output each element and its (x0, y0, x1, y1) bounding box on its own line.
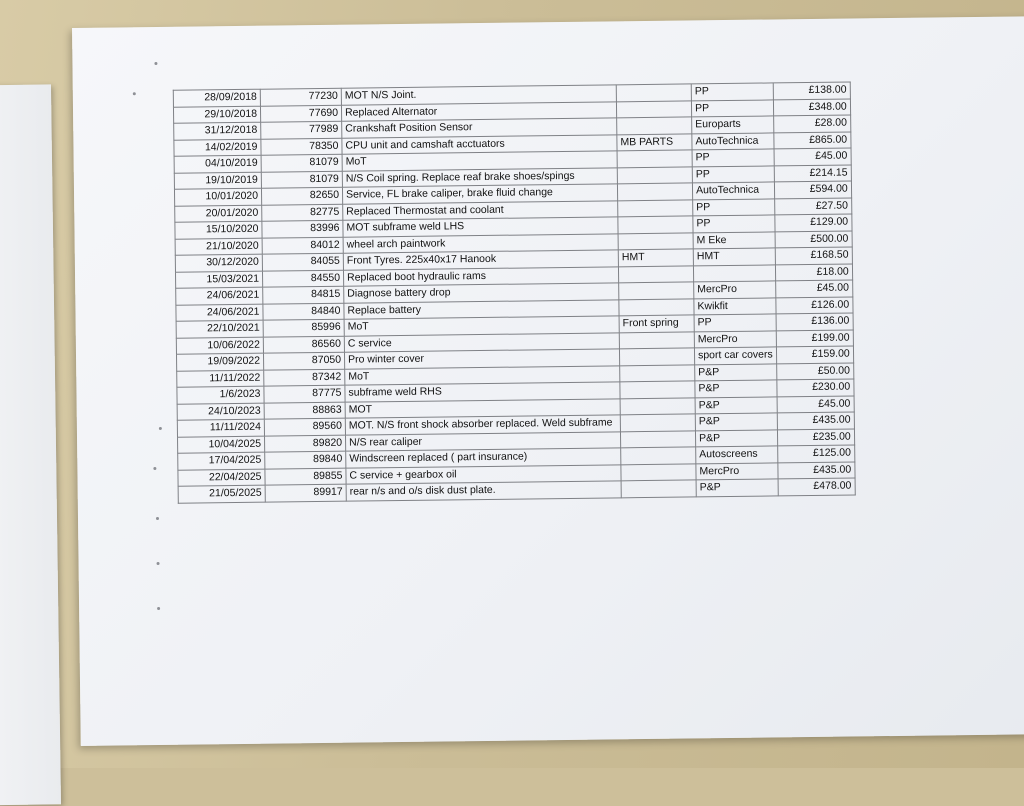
vendor-cell: HMT (693, 248, 775, 265)
cost-cell: £435.00 (778, 461, 855, 478)
description-cell: Replace battery (344, 299, 619, 319)
parts-supplier-cell (620, 414, 695, 431)
description-cell: Front Tyres. 225x40x17 Hanook (343, 250, 618, 270)
cost-cell: £138.00 (773, 82, 850, 99)
cost-cell: £28.00 (773, 115, 850, 132)
cost-cell: £27.50 (774, 197, 851, 214)
mileage-cell: 83996 (262, 220, 343, 237)
mileage-cell: 82650 (261, 187, 342, 204)
mileage-cell: 87775 (264, 385, 345, 402)
punch-mark (156, 517, 159, 520)
vendor-cell (693, 264, 775, 281)
mileage-cell: 88863 (264, 402, 345, 419)
cost-cell: £478.00 (778, 478, 855, 495)
punch-mark (153, 467, 156, 470)
service-date-cell: 24/10/2023 (177, 403, 264, 421)
service-date-cell: 10/01/2020 (174, 188, 261, 206)
description-cell: Pro winter cover (344, 349, 619, 369)
punch-mark (157, 562, 160, 565)
description-cell: Diagnose battery drop (344, 283, 619, 303)
description-cell: C service + gearbox oil (346, 464, 621, 484)
cost-cell: £45.00 (774, 148, 851, 165)
cost-cell: £45.00 (777, 395, 854, 412)
cost-cell: £45.00 (775, 280, 852, 297)
cost-cell: £159.00 (776, 346, 853, 363)
vendor-cell: P&P (695, 363, 777, 380)
cost-cell: £126.00 (776, 296, 853, 313)
mileage-cell: 84055 (262, 253, 343, 270)
cost-cell: £500.00 (775, 230, 852, 247)
parts-supplier-cell (620, 397, 695, 414)
cost-cell: £18.00 (775, 263, 852, 280)
mileage-cell: 77989 (261, 121, 342, 138)
vendor-cell: PP (693, 215, 775, 232)
vendor-cell: PP (693, 198, 775, 215)
service-date-cell: 11/11/2022 (177, 370, 264, 388)
description-cell: Replaced Thermostat and coolant (343, 200, 618, 220)
vendor-cell: P&P (695, 380, 777, 397)
parts-supplier-cell (620, 381, 695, 398)
mileage-cell: 89917 (265, 484, 346, 501)
service-date-cell: 24/06/2021 (176, 287, 263, 305)
parts-supplier-cell: Front spring (619, 315, 694, 332)
vendor-cell: Kwikfit (694, 297, 776, 314)
mileage-cell: 86560 (263, 336, 344, 353)
description-cell: N/S Coil spring. Replace reaf brake shoes/spings (342, 167, 617, 187)
cost-cell: £230.00 (777, 379, 854, 396)
parts-supplier-cell (618, 216, 693, 233)
service-date-cell: 31/12/2018 (174, 122, 261, 140)
description-cell: MoT (345, 365, 620, 385)
vendor-cell: AutoTechnica (692, 182, 774, 199)
description-cell: Crankshaft Position Sensor (342, 118, 617, 138)
service-date-cell: 30/12/2020 (175, 254, 262, 272)
mileage-cell: 81079 (261, 171, 342, 188)
description-cell: subframe weld RHS (345, 382, 620, 402)
vendor-cell: PP (691, 99, 773, 116)
service-date-cell: 17/04/2025 (178, 452, 265, 470)
parts-supplier-cell (617, 166, 692, 183)
parts-supplier-cell (617, 150, 692, 167)
mileage-cell: 84815 (263, 286, 344, 303)
vendor-cell: Europarts (692, 116, 774, 133)
cost-cell: £125.00 (777, 445, 854, 462)
mileage-cell: 87050 (263, 352, 344, 369)
service-date-cell: 15/10/2020 (175, 221, 262, 239)
parts-supplier-cell (616, 100, 691, 117)
service-date-cell: 10/04/2025 (178, 436, 265, 454)
parts-supplier-cell: HMT (618, 249, 693, 266)
vendor-cell: MercPro (694, 330, 776, 347)
mileage-cell: 84012 (262, 237, 343, 254)
vendor-cell: sport car covers (694, 347, 776, 364)
cost-cell: £199.00 (776, 329, 853, 346)
printed-sheet (72, 16, 1024, 746)
service-date-cell: 28/09/2018 (173, 89, 260, 107)
vendor-cell: PP (692, 165, 774, 182)
description-cell: MOT subframe weld LHS (343, 217, 618, 237)
mileage-cell: 84840 (263, 303, 344, 320)
parts-supplier-cell (620, 430, 695, 447)
parts-supplier-cell (621, 447, 696, 464)
service-date-cell: 21/10/2020 (175, 238, 262, 256)
mileage-cell: 89560 (264, 418, 345, 435)
mileage-cell: 85996 (263, 319, 344, 336)
service-date-cell: 11/11/2024 (177, 419, 264, 437)
service-history-body (173, 82, 855, 503)
cost-cell: £865.00 (774, 131, 851, 148)
parts-supplier-cell (619, 348, 694, 365)
description-cell: MOT. N/S front shock absorber replaced. Weld subframe (345, 415, 620, 435)
service-date-cell: 21/05/2025 (178, 485, 265, 503)
cost-cell: £594.00 (774, 181, 851, 198)
vendor-cell: P&P (695, 413, 777, 430)
cost-cell: £129.00 (775, 214, 852, 231)
mileage-cell: 89840 (265, 451, 346, 468)
mileage-cell: 77230 (260, 88, 341, 105)
service-date-cell: 20/01/2020 (175, 205, 262, 223)
mileage-cell: 81079 (261, 154, 342, 171)
service-date-cell: 15/03/2021 (175, 271, 262, 289)
punch-mark (154, 62, 157, 65)
service-date-cell: 19/10/2019 (174, 172, 261, 190)
parts-supplier-cell (617, 117, 692, 134)
punch-mark (157, 607, 160, 610)
mileage-cell: 82775 (262, 204, 343, 221)
vendor-cell: MercPro (696, 462, 778, 479)
service-date-cell: 29/10/2018 (173, 106, 260, 124)
mileage-cell: 89855 (265, 468, 346, 485)
cost-cell: £136.00 (776, 313, 853, 330)
description-cell: MOT N/S Joint. (341, 85, 616, 105)
service-date-cell: 10/06/2022 (176, 337, 263, 355)
description-cell: Service, FL brake caliper, brake fluid change (342, 184, 617, 204)
cost-cell: £348.00 (773, 98, 850, 115)
service-date-cell: 19/09/2022 (176, 353, 263, 371)
vendor-cell: M Eke (693, 231, 775, 248)
parts-supplier-cell: MB PARTS (617, 133, 692, 150)
vendor-cell: PP (694, 314, 776, 331)
service-date-cell: 04/10/2019 (174, 155, 261, 173)
description-cell: Replaced Alternator (341, 101, 616, 121)
description-cell: wheel arch paintwork (343, 233, 618, 253)
service-date-cell: 1/6/2023 (177, 386, 264, 404)
adjacent-paper-sheet (0, 84, 61, 805)
parts-supplier-cell (617, 183, 692, 200)
description-cell: N/S rear caliper (345, 431, 620, 451)
parts-supplier-cell (621, 463, 696, 480)
mileage-cell: 87342 (264, 369, 345, 386)
parts-supplier-cell (618, 232, 693, 249)
cost-cell: £435.00 (777, 412, 854, 429)
description-cell: rear n/s and o/s disk dust plate. (346, 481, 621, 501)
mileage-cell: 77690 (260, 105, 341, 122)
cost-cell: £235.00 (777, 428, 854, 445)
description-cell: C service (344, 332, 619, 352)
vendor-cell: AutoTechnica (692, 132, 774, 149)
vendor-cell: P&P (695, 396, 777, 413)
vendor-cell: P&P (695, 429, 777, 446)
description-cell: MoT (344, 316, 619, 336)
vendor-cell: PP (692, 149, 774, 166)
cost-cell: £50.00 (776, 362, 853, 379)
parts-supplier-cell (619, 331, 694, 348)
vendor-cell: P&P (696, 479, 778, 496)
punch-mark (133, 92, 136, 95)
service-date-cell: 14/02/2019 (174, 139, 261, 157)
vendor-cell: Autoscreens (696, 446, 778, 463)
parts-supplier-cell (619, 282, 694, 299)
mileage-cell: 78350 (261, 138, 342, 155)
service-date-cell: 22/10/2021 (176, 320, 263, 338)
description-cell: MoT (342, 151, 617, 171)
parts-supplier-cell (619, 298, 694, 315)
service-date-cell: 24/06/2021 (176, 304, 263, 322)
service-history-table (173, 81, 856, 503)
mileage-cell: 84550 (262, 270, 343, 287)
description-cell: MOT (345, 398, 620, 418)
description-cell: Windscreen replaced ( part insurance) (346, 448, 621, 468)
service-date-cell: 22/04/2025 (178, 469, 265, 487)
parts-supplier-cell (620, 364, 695, 381)
cost-cell: £214.15 (774, 164, 851, 181)
description-cell: Replaced boot hydraulic rams (343, 266, 618, 286)
vendor-cell: MercPro (694, 281, 776, 298)
mileage-cell: 89820 (264, 435, 345, 452)
parts-supplier-cell (621, 480, 696, 497)
parts-supplier-cell (616, 84, 691, 101)
parts-supplier-cell (618, 199, 693, 216)
description-cell: CPU unit and camshaft acctuators (342, 134, 617, 154)
cost-cell: £168.50 (775, 247, 852, 264)
parts-supplier-cell (618, 265, 693, 282)
vendor-cell: PP (691, 83, 773, 100)
punch-mark (159, 427, 162, 430)
